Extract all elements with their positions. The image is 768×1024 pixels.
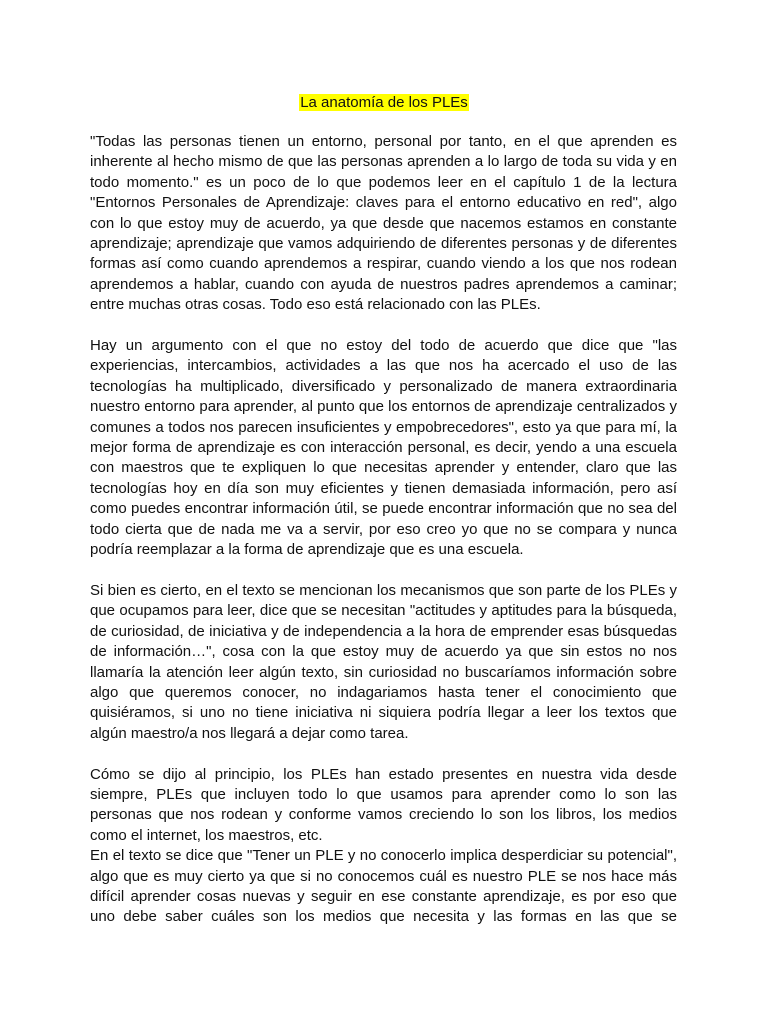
document-title: La anatomía de los PLEs xyxy=(300,94,468,111)
paragraph-1: "Todas las personas tienen un entorno, personal por tanto, en el que aprenden es inherente al hecho mismo de que las personas aprenden a lo largo de toda su vida y en todo momento." es un poco de lo que podemos leer en el capítulo 1 de la lectura "Entornos Personales de Aprendizaje: claves para el entorno educativo en red", algo con lo que estoy muy de acuerdo, ya que desde que nacemos estamos en constante aprendizaje; aprendizaje que vamos adquiriendo de diferentes personas y de diferentes formas así como cuando aprendemos a respirar, cuando viendo a los que nos rodean aprendemos a hablar, cuando con ayuda de nuestros padres aprendemos a caminar; entre muchas otras cosas. Todo eso está relacionado con las PLEs. xyxy=(90,133,677,314)
paragraph-2: Hay un argumento con el que no estoy del todo de acuerdo que dice que "las experiencias, intercambios, actividades a las que nos ha acercado el uso de las tecnologías ha multiplicado, diversificado y personalizado de manera extraordinaria nuestro entorno para aprender, al punto que los entornos de aprendizaje centralizados y comunes a todos nos parecen insuficientes y empobrecedores", esto ya que para mí, la mejor forma de aprendizaje es con interacción personal, es decir, yendo a una escuela con maestros que te expliquen lo que necesitas aprender y entender, claro que las tecnologías hoy en día son muy eficientes y tienen demasiada información, pero así como puedes encontrar información útil, se puede encontrar información que no sea del todo cierta que de nada me va a servir, por eso creo yo que no se compara y nunca podría reemplazar a la forma de aprendizaje que es una escuela. xyxy=(90,337,677,559)
document-body xyxy=(90,132,677,928)
paragraph-3: Si bien es cierto, en el texto se mencionan los mecanismos que son parte de los PLEs y que ocupamos para leer, dice que se necesitan "actitudes y aptitudes para la búsqueda, de curiosidad, de iniciativa y de independencia a la hora de emprender esas búsquedas de información…", cosa con la que estoy muy de acuerdo ya que sin estos no nos llamaría la atención leer algún texto, sin curiosidad no buscaríamos información sobre algo que queremos conocer, no indagariamos hasta tener el conocimiento que quisiéramos, si uno no tiene iniciativa ni siquiera podría llegar a leer los textos que algún maestro/a nos llegará a dejar como tarea. xyxy=(90,581,677,742)
paragraph-4: Cómo se dijo al principio, los PLEs han estado presentes en nuestra vida desde siempre, PLEs que incluyen todo lo que usamos para aprender como lo son las personas que nos rodean y conforme vamos creciendo lo son los libros, los medios como el internet, los maestros, etc. xyxy=(90,765,677,844)
title-container xyxy=(0,93,768,113)
paragraph-5: En el texto se dice que "Tener un PLE y no conocerlo implica desperdiciar su potencial", algo que es muy cierto ya que si no conocemos cuál es nuestro PLE se nos hace más difícil aprender cosas nuevas y seguir en ese constante aprendizaje, es por eso que uno debe saber cuáles son los medios que necesita y las formas en las que se xyxy=(90,847,677,926)
